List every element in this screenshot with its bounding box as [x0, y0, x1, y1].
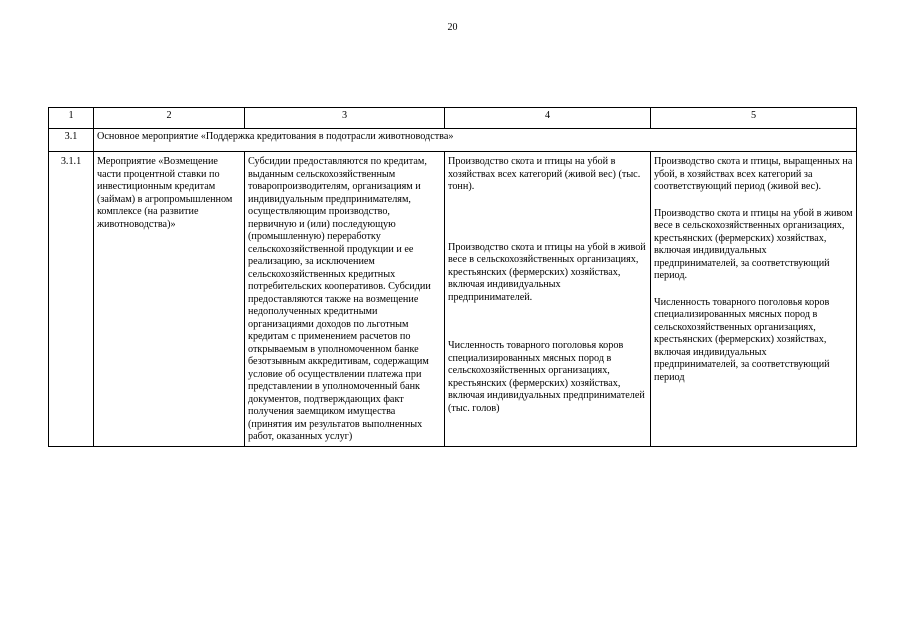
program-table: [48, 107, 857, 447]
header-cell: 4: [445, 108, 651, 129]
method-2: Производство скота и птицы на убой в живом весе в сельскохозяйственных организациях, крестьянских (фермерских) хозяйствах, включая индивидуальных предпринимателей, за соответствующий период.: [654, 207, 853, 281]
method-3: Численность товарного поголовья коров специализированных мясных пород в сельскохозяйственных организациях, крестьянских (фермерских) хозяйствах, включая индивидуальных предпринимателей, за соответствующий период: [654, 296, 830, 383]
section-row: [49, 129, 857, 152]
section-title: Основное мероприятие «Поддержка кредитования в подотрасли животноводства»: [94, 129, 857, 152]
indicator-3: Численность товарного поголовья коров специализированных мясных пород в сельскохозяйственных организациях, крестьянских (фермерских) хозяйствах, включая индивидуальных предпринимателей (тыс. голов): [448, 340, 645, 414]
method-1: Производство скота и птицы, выращенных на убой, в хозяйствах всех категорий за соответствующий период (живой вес).: [654, 156, 853, 192]
header-cell: 3: [245, 108, 445, 129]
indicator-2: Производство скота и птицы на убой в живой весе в сельскохозяйственных организациях, крестьянских (фермерских) хозяйствах, включая индивидуальных предпринимателей.: [448, 241, 646, 303]
row-number: 3.1.1: [49, 152, 94, 447]
header-cell: 5: [651, 108, 857, 129]
table-row: [49, 152, 857, 447]
methods-cell: [651, 152, 857, 447]
header-cell: 2: [94, 108, 245, 129]
indicator-1: Производство скота и птицы на убой в хозяйствах всех категорий (живой вес) (тыс. тонн).: [448, 156, 641, 192]
header-row: [49, 108, 857, 129]
event-description: Субсидии предоставляются по кредитам, выданным сельскохозяйственным товаропроизводителям, организациям и индивидуальным предпринимателям, осуществляющим производство, первичную и (или) последующую (промышленную) переработку сельскохозяйственной продукции и ее реализацию, за исключением сельскохозяйственных кредитных потребительских кооперативов. Субсидии предоставляются также на возмещение недополученных кредитными организациями доходов по льготным кредитам с применением расчетов по открываемым в уполномоченном банке безотзывным аккредитивам, содержащим условие об осуществлении платежа при представлении в уполномоченный банк документов, подтверждающих факт получения заемщиком имущества (принятия им результатов выполненных работ, оказанных услуг): [245, 152, 445, 447]
indicators-cell: [445, 152, 651, 447]
section-number: 3.1: [49, 129, 94, 152]
event-name: Мероприятие «Возмещение части процентной ставки по инвестиционным кредитам (займам) в агропромышленном комплексе (на развитие животноводства)»: [94, 152, 245, 447]
page-number: 20: [447, 22, 458, 33]
header-cell: 1: [49, 108, 94, 129]
